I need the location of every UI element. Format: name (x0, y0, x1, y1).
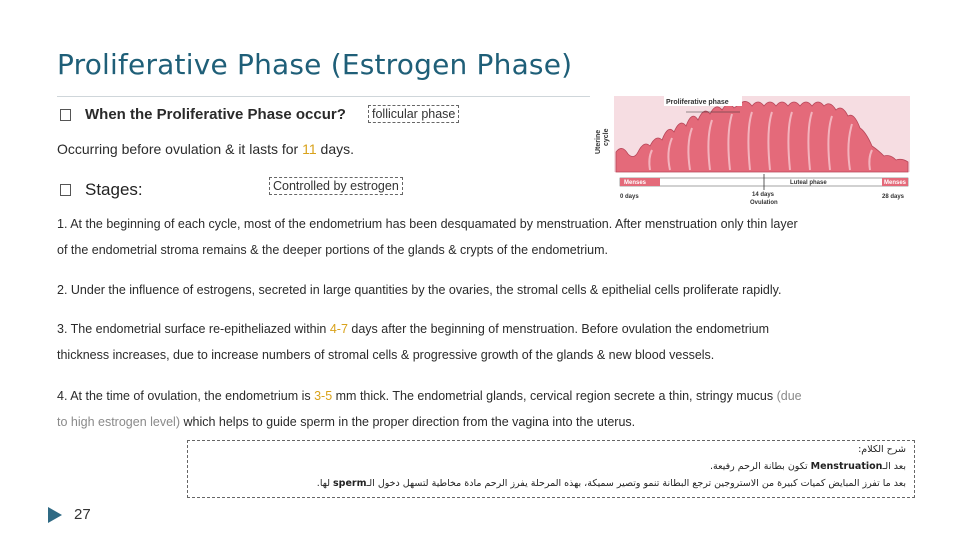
arabic-line-2-term: Menstruation (810, 461, 883, 472)
question-note: follicular phase (368, 105, 459, 123)
occurring-paragraph (57, 136, 354, 162)
diagram-label-cycle: cycle (603, 128, 610, 146)
diagram-label-ovulation: Ovulation (750, 200, 778, 206)
stages-label: Stages: (85, 180, 143, 199)
diagram-label-menses-left: Menses (624, 180, 647, 186)
point-4-aside-end: to high estrogen level) (57, 415, 180, 429)
arabic-line-2-a: بعد الـ (882, 461, 906, 472)
arabic-explanation-box (187, 440, 915, 498)
question-text: When the Proliferative Phase occur? (85, 106, 346, 123)
point-3-text-end: days after the beginning of menstruation. Before ovulation the endometrium (347, 322, 770, 336)
slide-title: Proliferative Phase (Estrogen Phase) (57, 48, 573, 81)
arabic-line-1: شرح الكلام: (858, 444, 906, 455)
point-4-line-1 (57, 383, 802, 409)
point-4-aside: (due (776, 389, 802, 403)
diagram-label-day14: 14 days (752, 192, 775, 198)
occurring-text-end: days. (316, 141, 355, 157)
diagram-label-day0: 0 days (620, 194, 639, 200)
diagram-label-proliferative: Proliferative phase (666, 99, 729, 106)
page-marker-icon (48, 507, 62, 523)
point-4-thickness: 3-5 (314, 389, 333, 403)
bullet-box-icon (60, 109, 71, 121)
arabic-line-2 (710, 461, 906, 472)
point-3-text: 3. The endometrial surface re-epitheliazed within (57, 322, 330, 336)
point-4-text-end: which helps to guide sperm in the proper direction from the vagina into the uterus. (180, 415, 636, 429)
arabic-line-3-c: لها. (316, 478, 334, 489)
diagram-label-menses-right: Menses (884, 180, 907, 186)
arabic-line-3-a: بعد ما تفرز المبايض كميات كبيرة من الاستروجين ترجع البطانة تنمو وتصير سميكة، بهذه المرحلة يفرز الرحم مادة مخاطية لتسهل دخول الـ (366, 478, 906, 489)
point-4-text: 4. At the time of ovulation, the endometrium is (57, 389, 315, 403)
diagram-label-day28: 28 days (882, 194, 905, 200)
title-underline (57, 96, 603, 97)
point-3-days: 4-7 (329, 322, 348, 336)
stages-note: Controlled by estrogen (269, 177, 403, 195)
arabic-line-2-c: تكون بطانة الرحم رفيعة. (710, 461, 811, 472)
point-4-line-2 (57, 409, 635, 435)
stages-bullet (60, 180, 143, 200)
uterine-cycle-diagram (590, 94, 912, 210)
question-bullet (60, 106, 346, 123)
point-1-line-2: of the endometrial stroma remains & the deeper portions of the glands & crypts of the endometrium. (57, 243, 608, 257)
point-3-line-2: thickness increases, due to increase numbers of stromal cells & progressive growth of the glands & new blood vessels. (57, 348, 715, 362)
diagram-label-uterine: Uterine (595, 129, 602, 154)
point-4-text-mid: mm thick. The endometrial glands, cervical region secrete a thin, stringy mucus (332, 389, 777, 403)
occurring-days: 11 (302, 141, 317, 157)
point-1-line-1: 1. At the beginning of each cycle, most of the endometrium has been desquamated by menstruation. After menstruation only thin layer (57, 217, 798, 231)
diagram-label-luteal: Luteal phase (790, 180, 827, 186)
point-3-line-1 (57, 316, 769, 342)
arabic-line-3 (317, 478, 906, 489)
page-number: 27 (74, 506, 91, 523)
occurring-text: Occurring before ovulation & it lasts for (57, 141, 303, 157)
point-2-line-1: 2. Under the influence of estrogens, secreted in large quantities by the ovaries, the stromal cells & epithelial cells proliferate rapidly. (57, 283, 782, 297)
arabic-line-3-term: sperm (333, 478, 367, 489)
bullet-box-icon (60, 184, 71, 196)
